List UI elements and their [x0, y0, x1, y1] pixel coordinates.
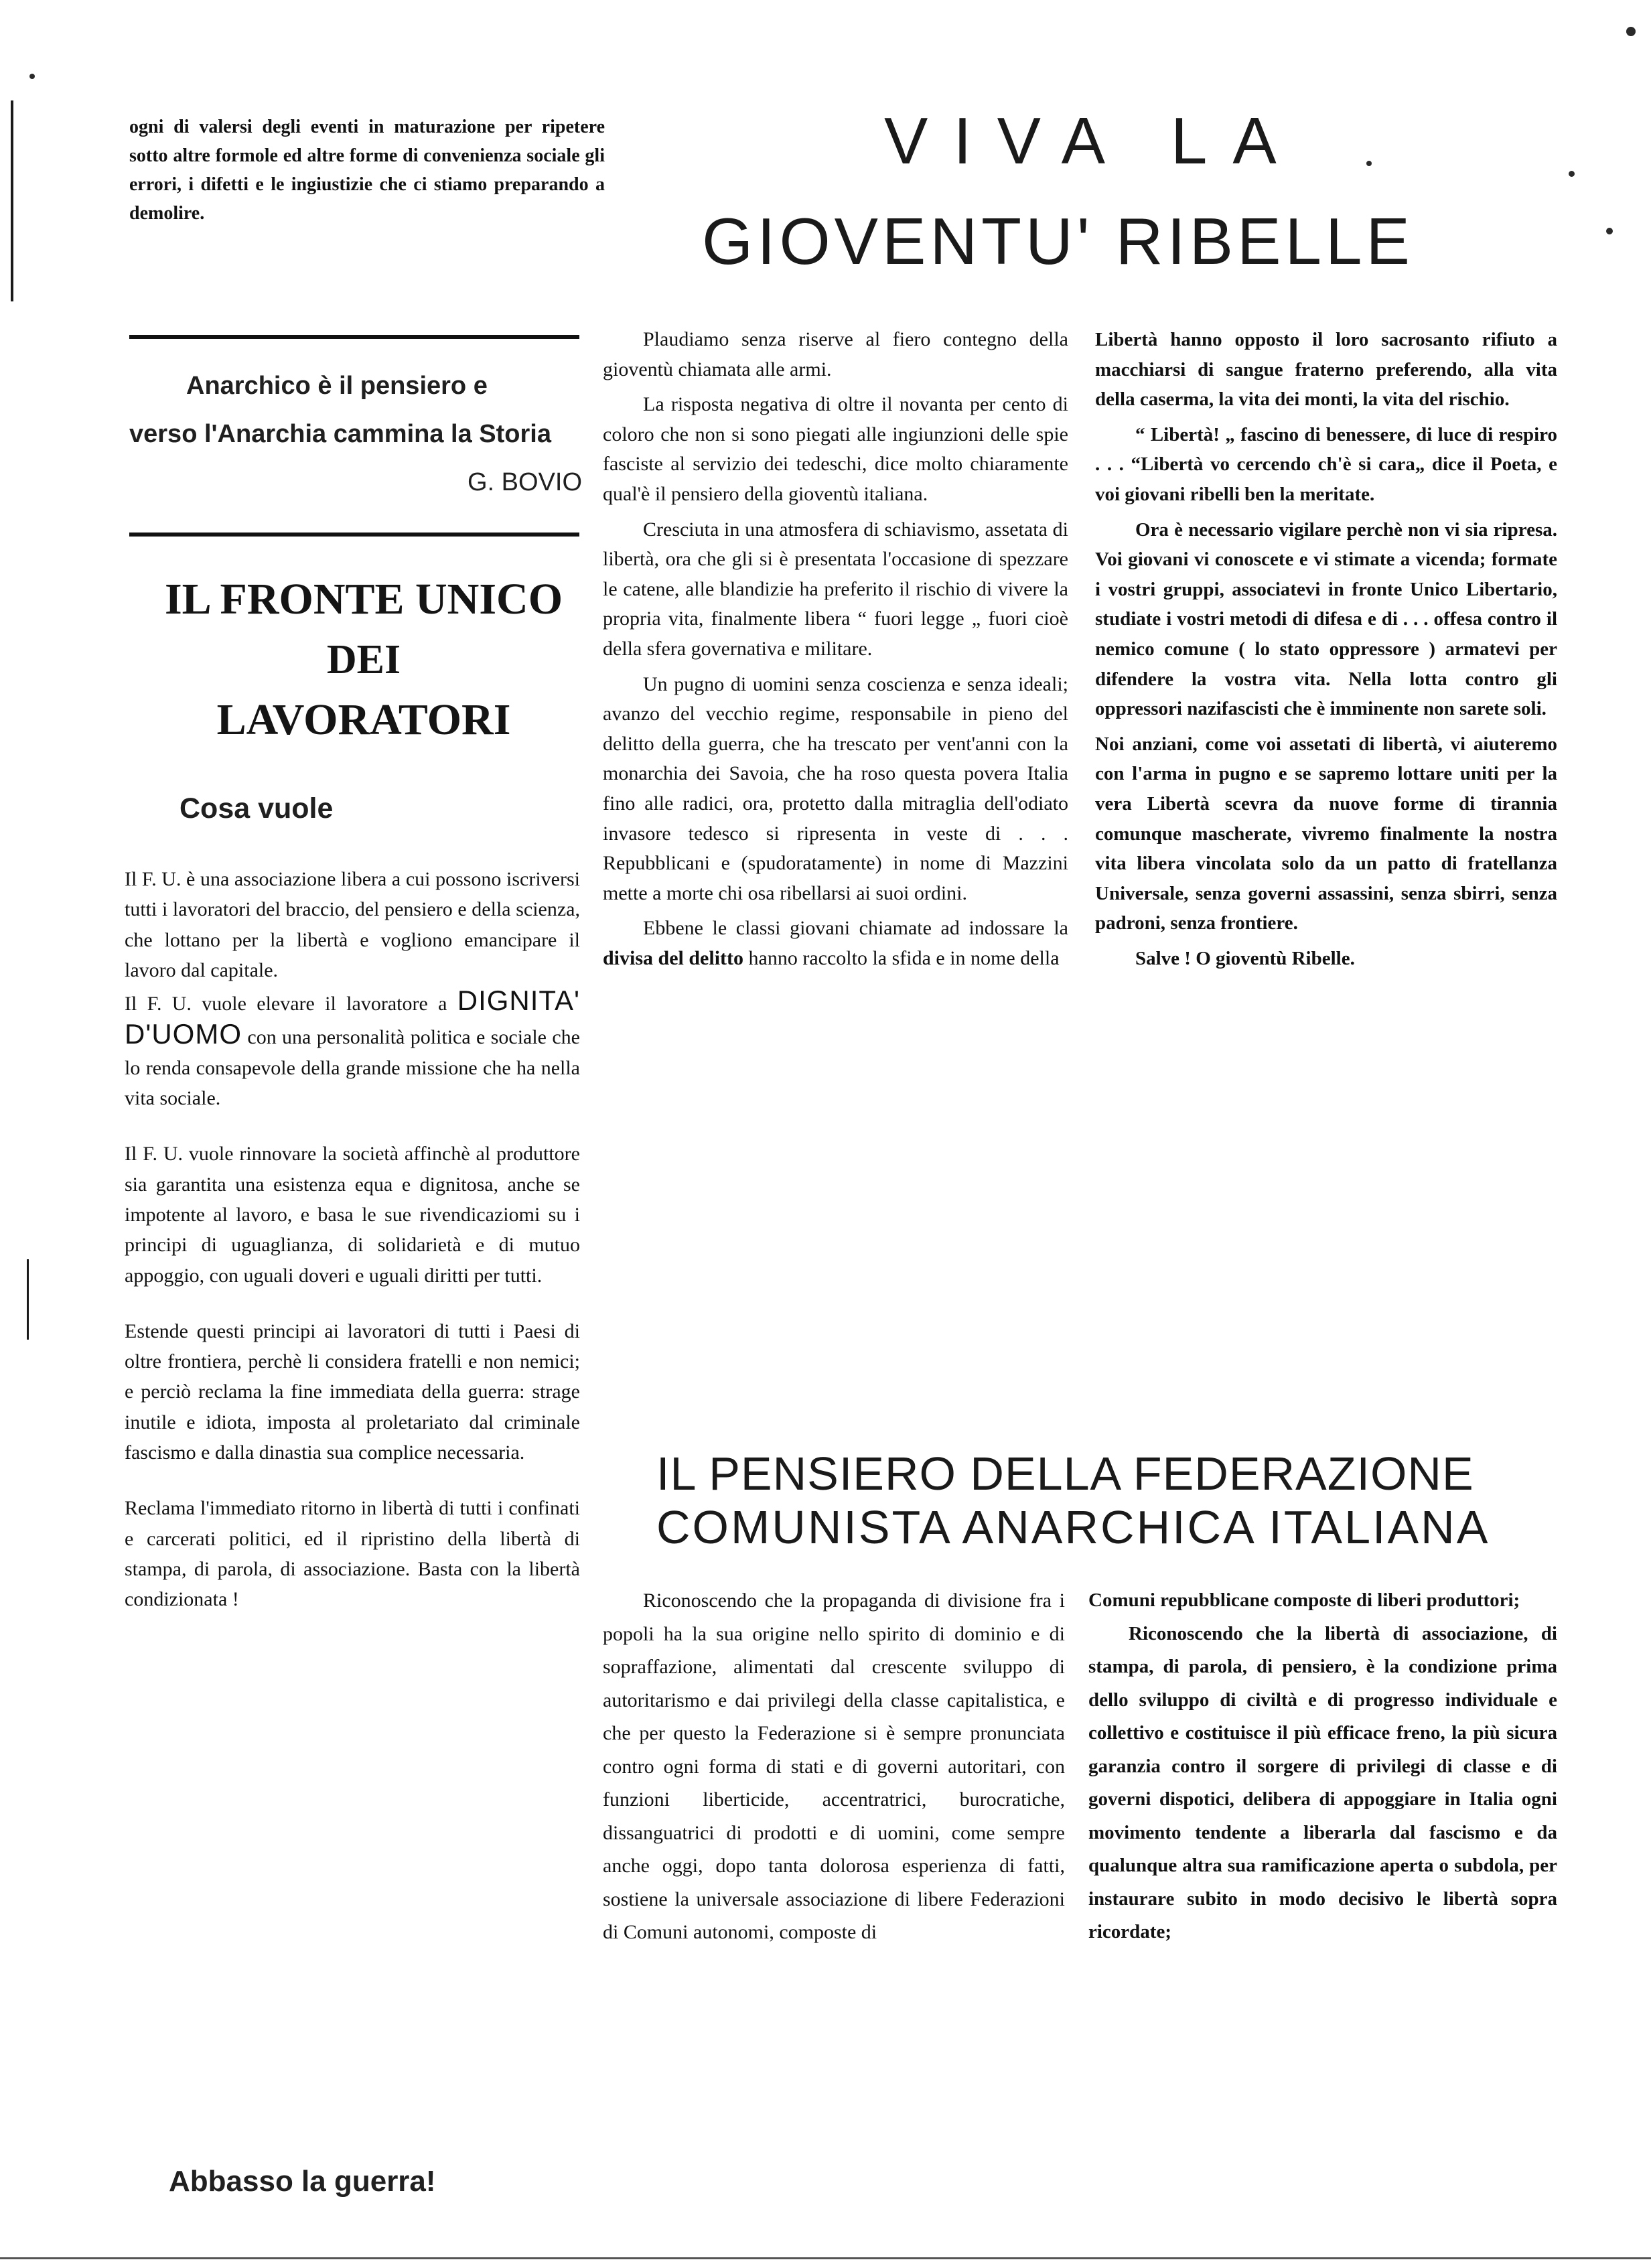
federazione-paragraph-1: Riconoscendo che la propaganda di divisione fra i popoli ha la sua origine nello spirito di dominio e di sopraffazione, alimentati dal crescente sviluppo di autoritarismo e dai privilegi della classe capitalistica, e che per questo la Federazione si è sempre pronunciata contro ogni forma di stati e di governi autoritari, con funzioni liberticide, accentratrici, burocratiche, dissanguatrici di prodotti e di uomini, come sempre anche oggi, dopo tanta dolorosa esperienza di fatti, sostiene la universale associazione di libere Federazioni di Comuni autonomi, composte di: [603, 1589, 1065, 1943]
viva-p5-before: Ebbene le classi giovani chiamate ad indossare la: [643, 917, 1068, 940]
viva-right-paragraph-2: “ Libertà! „ fascino di benessere, di luce di respiro . . . “Libertà vo cercendo ch'è si cara„ dice il Poeta, e voi giovani ribelli ben la meritate.: [1095, 423, 1557, 505]
fronte-paragraph-3: Il F. U. vuole rinnovare la società affinchè al produttore sia garantita una esistenza equa e dignitosa, anche se impotente al lavoro, e basa le sue rivendicaziomi su i principi di uguaglianza, di solidarietà e di mutuo appoggio, con uguali doveri e uguali diritti per tutti.: [125, 1143, 580, 1287]
divider-rule: [129, 335, 579, 339]
fronte-paragraph-4: Estende questi principi ai lavoratori di tutti i Paesi di oltre frontiera, perchè li considera fratelli e non nemici; e perciò reclama la fine immediata della guerra: strage inutile e idiota, imposta al proletariato dal criminale fascismo e dalla dinastia sua complice necessaria.: [125, 1320, 580, 1464]
dignita-uomo-highlight: DIGNITA' D'UOMO: [125, 985, 581, 1050]
scan-edge-left-lower: [27, 1259, 29, 1340]
viva-column-left: [603, 325, 1068, 973]
fronte-closing-slogan: Abbasso la guerra!: [169, 2165, 436, 2198]
quote-author: G. BOVIO: [468, 468, 583, 496]
scan-speck: [1626, 27, 1636, 36]
federazione-right-paragraph-2: Riconoscendo che la libertà di associazione, di stampa, di parola, di pensiero, è la condizione prima dello sviluppo di civiltà e di progresso individuale e collettivo e costituisce il più efficace freno, la più sicura garanzia contro il sorgere di privilegi di classe e di governi dispotici, delibera di appoggiare in Italia ogni movimento tendente a liberarla dal fascismo e da qualunque altra sua ramificazione aperta o subdola, per instaurare subito in modo decisivo le libertà sopra ricordate;: [1088, 1622, 1557, 1942]
scan-speck: [29, 74, 35, 79]
viva-paragraph-2: La risposta negativa di oltre il novanta per cento di coloro che non si sono piegati alle ingiunzioni delle spie fasciste al servizio dei tedeschi, dice molto chiaramente qual'è il pensiero della gioventù italiana.: [603, 393, 1068, 505]
federazione-right-paragraph-1: Comuni repubblicane composte di liberi produttori;: [1088, 1589, 1520, 1611]
divider-rule: [129, 533, 579, 537]
viva-title-line-2: GIOVENTU' RIBELLE: [702, 204, 1414, 278]
scan-speck: [1366, 161, 1372, 166]
quote-line-1: Anarchico è il pensiero e: [186, 372, 488, 400]
viva-p5-bold: divisa del delitto: [603, 946, 744, 969]
fronte-paragraph-2: [125, 985, 580, 1113]
scan-edge-left: [11, 100, 13, 301]
fronte-body: [125, 864, 580, 1615]
viva-column-right: [1095, 325, 1557, 973]
viva-right-paragraph-3: Ora è necessario vigilare perchè non vi sia ripresa. Voi giovani vi conoscete e vi stimate a vicenda; formate i vostri gruppi, associatevi in fronte Unico Libertario, studiate i vostri metodi di difesa e di . . . offesa contro il nemico comune ( lo stato oppressore ) armatevi per difendere la vostra vita. Nella lotta contro gli oppressori nazifascisti che è imminente non sarete soli.: [1095, 518, 1557, 720]
federazione-title-line-1: IL PENSIERO DELLA FEDERAZIONE: [656, 1447, 1474, 1500]
federazione-column-left: [603, 1584, 1065, 1949]
viva-paragraph-1: Plaudiamo senza riserve al fiero contegno della gioventù chiamata alle armi.: [603, 328, 1068, 380]
scan-edge-bottom: [0, 2257, 1651, 2259]
viva-p5-after: hanno raccolto la sfida e in nome della: [748, 946, 1060, 969]
intro-text: ogni di valersi degli eventi in maturazione per ripetere sotto altre formole ed altre forme di convenienza sociale gli errori, i difetti e le ingiustizie che ci stiamo preparando a demolire.: [129, 117, 605, 224]
scan-speck: [1569, 171, 1575, 177]
fronte-title-line-1: IL FRONTE UNICO: [164, 575, 563, 624]
fronte-title-line-3: LAVORATORI: [216, 695, 511, 744]
fronte-paragraph-1: Il F. U. è una associazione libera a cui possono iscriversi tutti i lavoratori del braccio, del pensiero e della scienza, che lottano per la libertà e vogliono emancipare il lavoro dal capitale.: [125, 868, 580, 981]
fronte-title-line-2: DEI: [326, 637, 401, 683]
intro-paragraph: [129, 113, 605, 228]
fronte-subtitle: Cosa vuole: [180, 792, 334, 825]
viva-right-paragraph-4: Noi anziani, come voi assetati di libertà, vi aiuteremo con l'arma in pugno e se sapremo lottare uniti per la vera Libertà scevra da nuove forme di tirannia comunque mascherate, vivremo finalmente la nostra vita libera vincolata solo da un patto di fratellanza Universale, senza governi assassini, senza sbirri, senza padroni, senza frontiere.: [1095, 733, 1557, 934]
viva-right-paragraph-1: Libertà hanno opposto il loro sacrosanto rifiuto a macchiarsi di sangue fraterno preferendo, alla vita della caserma, la vita dei monti, la vita del rischio.: [1095, 329, 1557, 411]
federazione-title-line-2: COMUNISTA ANARCHICA ITALIANA: [656, 1501, 1490, 1553]
viva-paragraph-4: Un pugno di uomini senza coscienza e senza ideali; avanzo del vecchio regime, responsabile in pieno del delitto della guerra, che ha trescato per vent'anni con la monarchia dei Savoia, che ha roso questa povera Italia fino alle radici, ora, protetto dalla mitraglia dell'odiato invasore tedesco si ripresenta in veste di . . . Repubblicani e (spudoratamente) in nome di Mazzini mette a morte chi osa ribellarsi ai suoi ordini.: [603, 672, 1068, 904]
fronte-unico-title: [129, 569, 598, 750]
federazione-column-right: [1088, 1584, 1557, 1949]
fronte-p2-after: con una personalità politica e sociale che lo renda consapevole della grande missione che ha nella vita sociale.: [125, 1026, 580, 1110]
scan-speck: [1606, 228, 1613, 234]
fronte-paragraph-5: Reclama l'immediato ritorno in libertà di tutti i confinati e carcerati politici, ed il ripristino della libertà di stampa, di parola, di associazione. Basta con la libertà condizionata !: [125, 1497, 580, 1611]
viva-salve: Salve ! O gioventù Ribelle.: [1135, 947, 1355, 969]
viva-paragraph-3: Cresciuta in una atmosfera di schiavismo, assetata di libertà, ora che gli si è presentata l'occasione di spezzare le catene, alle blandizie ha preferito il rischio di vivere la propria vita, finalmente libera “ fuori legge „ fuori cioè della sfera governativa e militare.: [603, 518, 1068, 660]
bovio-quote: [129, 362, 598, 506]
quote-line-2: verso l'Anarchia cammina la Storia: [129, 420, 551, 448]
fronte-p2-before: Il F. U. vuole elevare il lavoratore a: [125, 993, 447, 1015]
viva-paragraph-5: [603, 914, 1068, 973]
viva-title-line-1: VIVA LA: [884, 104, 1302, 178]
